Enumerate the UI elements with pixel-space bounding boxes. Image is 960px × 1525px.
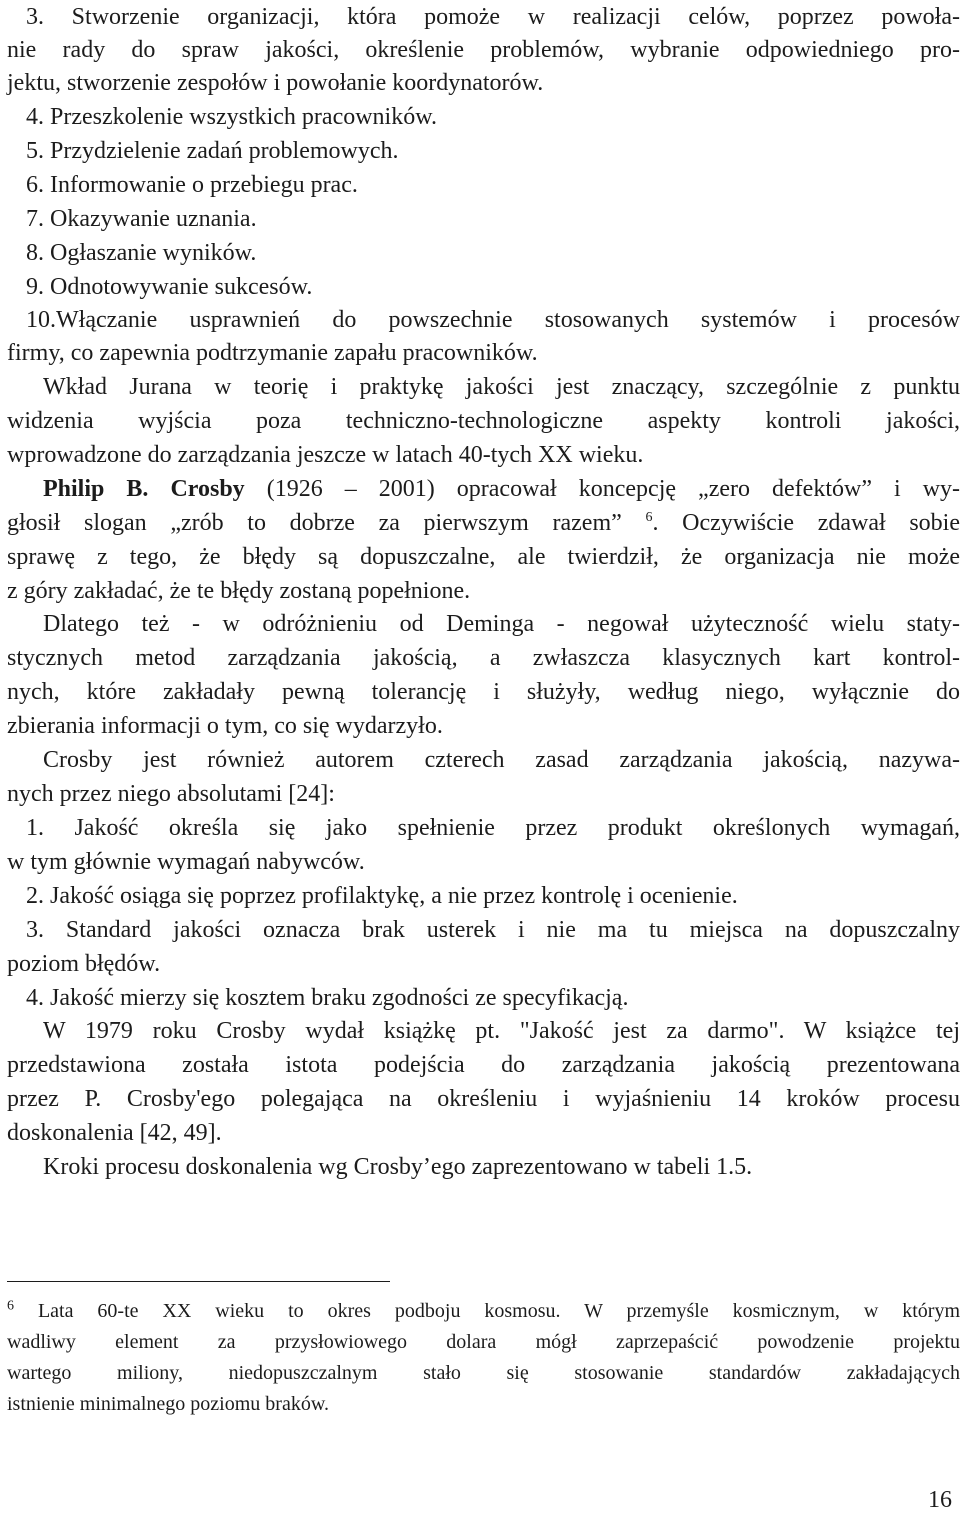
list-item: 7. Okazywanie uznania. <box>26 206 257 232</box>
list-item-continuation: firmy, co zapewnia podtrzymanie zapału pracowników. <box>7 340 538 366</box>
list-item: 3. Standard jakości oznacza brak usterek i nie ma tu miejsca na dopuszczalny <box>26 917 960 943</box>
paragraph-line: Dlatego też - w odróżnieniu od Deminga - negował użyteczność wielu staty- <box>43 611 960 637</box>
paragraph-line: nych przez niego absolutami [24]: <box>7 781 335 807</box>
list-item: 8. Ogłaszanie wyników. <box>26 240 257 266</box>
list-item-continuation: nie rady do spraw jakości, określenie problemów, wybranie odpowiedniego pro- <box>7 37 960 63</box>
person-name: Crosby <box>170 476 245 502</box>
list-item: 10.Włączanie usprawnień do powszechnie stosowanych systemów i procesów <box>26 307 960 333</box>
paragraph-line: doskonalenia [42, 49]. <box>7 1120 222 1146</box>
list-item: 6. Informowanie o przebiegu prac. <box>26 172 358 198</box>
paragraph-line: zbierania informacji o tym, co się wydarzyło. <box>7 713 443 739</box>
page-number: 16 <box>928 1487 952 1513</box>
paragraph-line: z góry zakładać, że te błędy zostaną popełnione. <box>7 578 471 604</box>
footnote-line: $^6$ Lata 60-te XX wieku to okres podboju kosmosu. W przemyśle kosmicznym, w którym <box>7 1298 960 1322</box>
paragraph-line: stycznych metod zarządzania jakością, a zwłaszcza klasycznych kart kontrol- <box>7 645 960 671</box>
list-item: 3. Stworzenie organizacji, która pomoże w realizacji celów, poprzez powoła- <box>26 4 960 30</box>
list-item-continuation: poziom błędów. <box>7 951 161 977</box>
paragraph-line: Philip B. Crosby (1926 – 2001) opracował koncepcję „zero defektów” i wy- <box>43 476 960 502</box>
paragraph-line: nych, które zakładały pewną tolerancję i służyły, według niego, wyłącznie do <box>7 679 960 705</box>
footnote-line: wadliwy element za przysłowiowego dolara mógł zaprzepaścić powodzenie projektu <box>7 1331 960 1353</box>
list-item: 4. Przeszkolenie wszystkich pracowników. <box>26 104 437 130</box>
paragraph-line: Wkład Jurana w teorię i praktykę jakości jest znaczący, szczególnie z punktu <box>43 374 960 400</box>
list-item: 4. Jakość mierzy się kosztem braku zgodności ze specyfikacją. <box>26 985 629 1011</box>
paragraph-line: wprowadzone do zarządzania jeszcze w latach 40-tych XX wieku. <box>7 442 644 468</box>
footnote-reference[interactable]: 6 <box>645 510 653 525</box>
list-item-continuation: jektu, stworzenie zespołów i powołanie koordynatorów. <box>7 70 544 96</box>
person-name: Philip B. <box>43 476 149 502</box>
paragraph-line: sprawę z tego, że błędy są dopuszczalne, ale twierdził, że organizacja nie może <box>7 544 960 570</box>
paragraph-line: głosił slogan „zrób to dobrze za pierwszym razem” $^6$. Oczywiście zdawał sobie <box>7 510 960 536</box>
list-item: 1. Jakość określa się jako spełnienie przez produkt określonych wymagań, <box>26 815 960 841</box>
paragraph-line: przez P. Crosby'ego polegająca na określeniu i wyjaśnieniu 14 kroków procesu <box>7 1086 960 1112</box>
list-item: 9. Odnotowywanie sukcesów. <box>26 274 313 300</box>
paragraph-line: widzenia wyjścia poza techniczno-technologiczne aspekty kontroli jakości, <box>7 408 960 434</box>
list-item: 5. Przydzielenie zadań problemowych. <box>26 138 399 164</box>
paragraph-line: Crosby jest również autorem czterech zasad zarządzania jakością, nazywa- <box>43 747 960 773</box>
paragraph-line: przedstawiona została istota podejścia do zarządzania jakością prezentowana <box>7 1052 960 1078</box>
footnote-number: 6 <box>7 1298 14 1314</box>
paragraph-line: Kroki procesu doskonalenia wg Crosby’ego zaprezentowano w tabeli 1.5. <box>43 1154 753 1180</box>
footnote-line: wartego miliony, niedopuszczalnym stało się stosowanie standardów zakładających <box>7 1362 960 1384</box>
list-item-continuation: w tym głównie wymagań nabywców. <box>7 849 365 875</box>
footnote-separator <box>7 1281 390 1282</box>
list-item: 2. Jakość osiąga się poprzez profilaktykę, a nie przez kontrolę i ocenienie. <box>26 883 738 909</box>
paragraph-line: W 1979 roku Crosby wydał książkę pt. "Jakość jest za darmo". W książce tej <box>43 1018 960 1044</box>
footnote-line: istnienie minimalnego poziomu braków. <box>7 1393 329 1415</box>
